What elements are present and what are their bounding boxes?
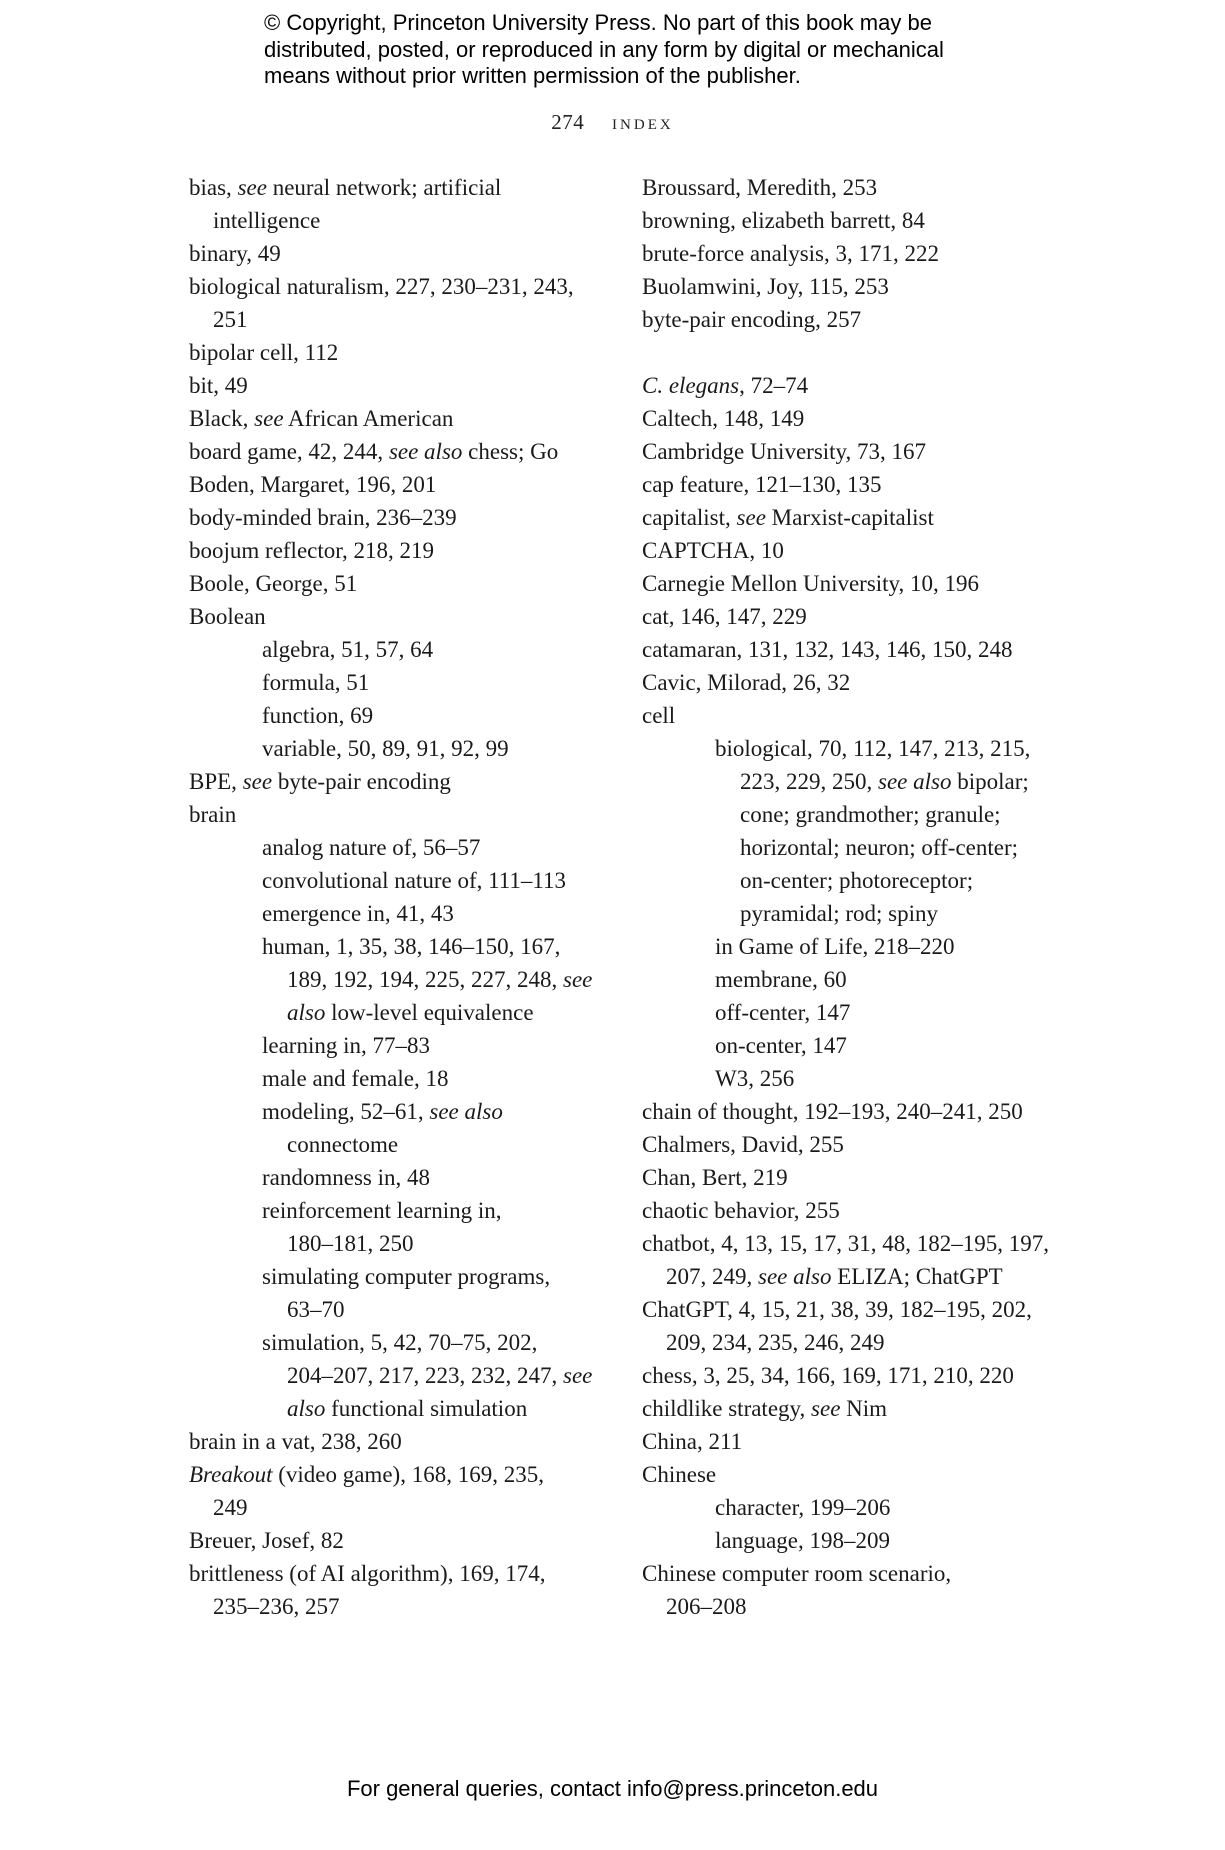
index-entry: off-center, 147 [715, 1000, 851, 1025]
index-entry: character, 199–206 [715, 1495, 891, 1520]
index-entry: Chalmers, David, 255 [642, 1132, 844, 1157]
index-entry: 235–236, 257 [213, 1594, 340, 1619]
index-entry: browning, elizabeth barrett, 84 [642, 208, 925, 233]
index-entry: simulation, 5, 42, 70–75, 202, [262, 1330, 538, 1355]
index-entry: 180–181, 250 [287, 1231, 414, 1256]
index-entry: Breakout (video game), 168, 169, 235, [189, 1462, 544, 1487]
index-entry: brain [189, 802, 237, 827]
index-entry: human, 1, 35, 38, 146–150, 167, [262, 934, 561, 959]
index-entry: 207, 249, see also ELIZA; ChatGPT [666, 1264, 1003, 1289]
index-entry: brute-force analysis, 3, 171, 222 [642, 241, 940, 266]
copyright-line-1: © Copyright, Princeton University Press. No part of this book may be [264, 10, 932, 35]
index-entry: on-center, 147 [715, 1033, 847, 1058]
running-head [0, 110, 1225, 135]
index-entry: also functional simulation [287, 1396, 528, 1421]
index-entry: Breuer, Josef, 82 [189, 1528, 344, 1553]
index-entry: simulating computer programs, [262, 1264, 551, 1289]
copyright-line-2: distributed, posted, or reproduced in any form by digital or mechanical [264, 36, 944, 62]
index-entry: function, 69 [262, 703, 374, 728]
index-entry: convolutional nature of, 111–113 [262, 868, 567, 893]
index-entry: horizontal; neuron; off-center; [740, 835, 1019, 860]
index-entry: Broussard, Meredith, 253 [642, 175, 878, 200]
index-entry: analog nature of, 56–57 [262, 835, 481, 860]
index-entry: Caltech, 148, 149 [642, 406, 805, 431]
copyright-line-3: means without prior written permission of the publisher. [264, 63, 801, 88]
index-entry: ChatGPT, 4, 15, 21, 38, 39, 182–195, 202, [642, 1297, 1032, 1322]
index-entry: modeling, 52–61, see also [262, 1099, 503, 1124]
index-entry: chaotic behavior, 255 [642, 1198, 840, 1223]
index-entry: bias, see neural network; artificial [189, 175, 502, 200]
index-entry: membrane, 60 [715, 967, 847, 992]
index-entry: 251 [213, 307, 248, 332]
index-column-right [642, 171, 1082, 1623]
index-entry: 204–207, 217, 223, 232, 247, see [287, 1363, 593, 1388]
index-entry: Buolamwini, Joy, 115, 253 [642, 274, 889, 299]
index-entry: intelligence [213, 208, 321, 233]
index-entry: C. elegans, 72–74 [642, 373, 809, 398]
index-entry: language, 198–209 [715, 1528, 891, 1553]
index-entry: 63–70 [287, 1297, 345, 1322]
index-entry: formula, 51 [262, 670, 370, 695]
index-entry: randomness in, 48 [262, 1165, 431, 1190]
index-entry: Chan, Bert, 219 [642, 1165, 788, 1190]
index-column-left [189, 171, 609, 1623]
index-entry: 209, 234, 235, 246, 249 [666, 1330, 885, 1355]
index-entry: Chinese computer room scenario, [642, 1561, 952, 1586]
index-entry: brain in a vat, 238, 260 [189, 1429, 402, 1454]
index-entry: 206–208 [666, 1594, 747, 1619]
index-entry: byte-pair encoding, 257 [642, 307, 862, 332]
index-entry: on-center; photoreceptor; [740, 868, 974, 893]
index-entry: variable, 50, 89, 91, 92, 99 [262, 736, 509, 761]
index-entry: Boden, Margaret, 196, 201 [189, 472, 437, 497]
index-entry: Carnegie Mellon University, 10, 196 [642, 571, 980, 596]
index-entry: biological naturalism, 227, 230–231, 243, [189, 274, 574, 299]
section-title: index [612, 110, 674, 134]
index-entry: male and female, 18 [262, 1066, 449, 1091]
index-entry: learning in, 77–83 [262, 1033, 430, 1058]
index-entry: Cavic, Milorad, 26, 32 [642, 670, 851, 695]
index-entry: BPE, see byte-pair encoding [189, 769, 451, 794]
index-entry: cell [642, 703, 676, 728]
index-entry: capitalist, see Marxist-capitalist [642, 505, 934, 530]
copyright-notice [264, 10, 1024, 90]
index-entry: chess, 3, 25, 34, 166, 169, 171, 210, 220 [642, 1363, 1014, 1388]
index-entry: Boole, George, 51 [189, 571, 358, 596]
index-entry: chain of thought, 192–193, 240–241, 250 [642, 1099, 1023, 1124]
index-entry: W3, 256 [715, 1066, 795, 1091]
index-entry: board game, 42, 244, see also chess; Go [189, 439, 559, 464]
index-entry: Chinese [642, 1462, 717, 1487]
index-entry: boojum reflector, 218, 219 [189, 538, 434, 563]
index-entry: pyramidal; rod; spiny [740, 901, 939, 926]
index-entry: brittleness (of AI algorithm), 169, 174, [189, 1561, 546, 1586]
index-entry: reinforcement learning in, [262, 1198, 502, 1223]
index-entry: China, 211 [642, 1429, 743, 1454]
index-entry: binary, 49 [189, 241, 281, 266]
index-entry: 223, 229, 250, see also bipolar; [740, 769, 1029, 794]
index-entry: catamaran, 131, 132, 143, 146, 150, 248 [642, 637, 1013, 662]
index-spacer [642, 336, 1082, 369]
index-entry: chatbot, 4, 13, 15, 17, 31, 48, 182–195, 197, [642, 1231, 1049, 1256]
index-entry: bipolar cell, 112 [189, 340, 339, 365]
index-entry: cap feature, 121–130, 135 [642, 472, 882, 497]
index-entry: cat, 146, 147, 229 [642, 604, 807, 629]
index-entry: CAPTCHA, 10 [642, 538, 784, 563]
index-entry: Cambridge University, 73, 167 [642, 439, 927, 464]
index-entry: algebra, 51, 57, 64 [262, 637, 434, 662]
footer-contact: For general queries, contact info@press.princeton.edu [346, 1776, 879, 1801]
index-entry: body-minded brain, 236–239 [189, 505, 457, 530]
index-entry: connectome [287, 1132, 399, 1157]
index-entry: 189, 192, 194, 225, 227, 248, see [287, 967, 593, 992]
index-entry: Black, see African American [189, 406, 454, 431]
index-entry: in Game of Life, 218–220 [715, 934, 955, 959]
page-number: 274 [551, 110, 585, 134]
index-entry: biological, 70, 112, 147, 213, 215, [715, 736, 1031, 761]
index-entry: emergence in, 41, 43 [262, 901, 454, 926]
index-entry: childlike strategy, see Nim [642, 1396, 888, 1421]
index-entry: Boolean [189, 604, 266, 629]
index-entry: cone; grandmother; granule; [740, 802, 1001, 827]
index-entry: 249 [213, 1495, 248, 1520]
index-entry: also low-level equivalence [287, 1000, 534, 1025]
index-entry: bit, 49 [189, 373, 248, 398]
